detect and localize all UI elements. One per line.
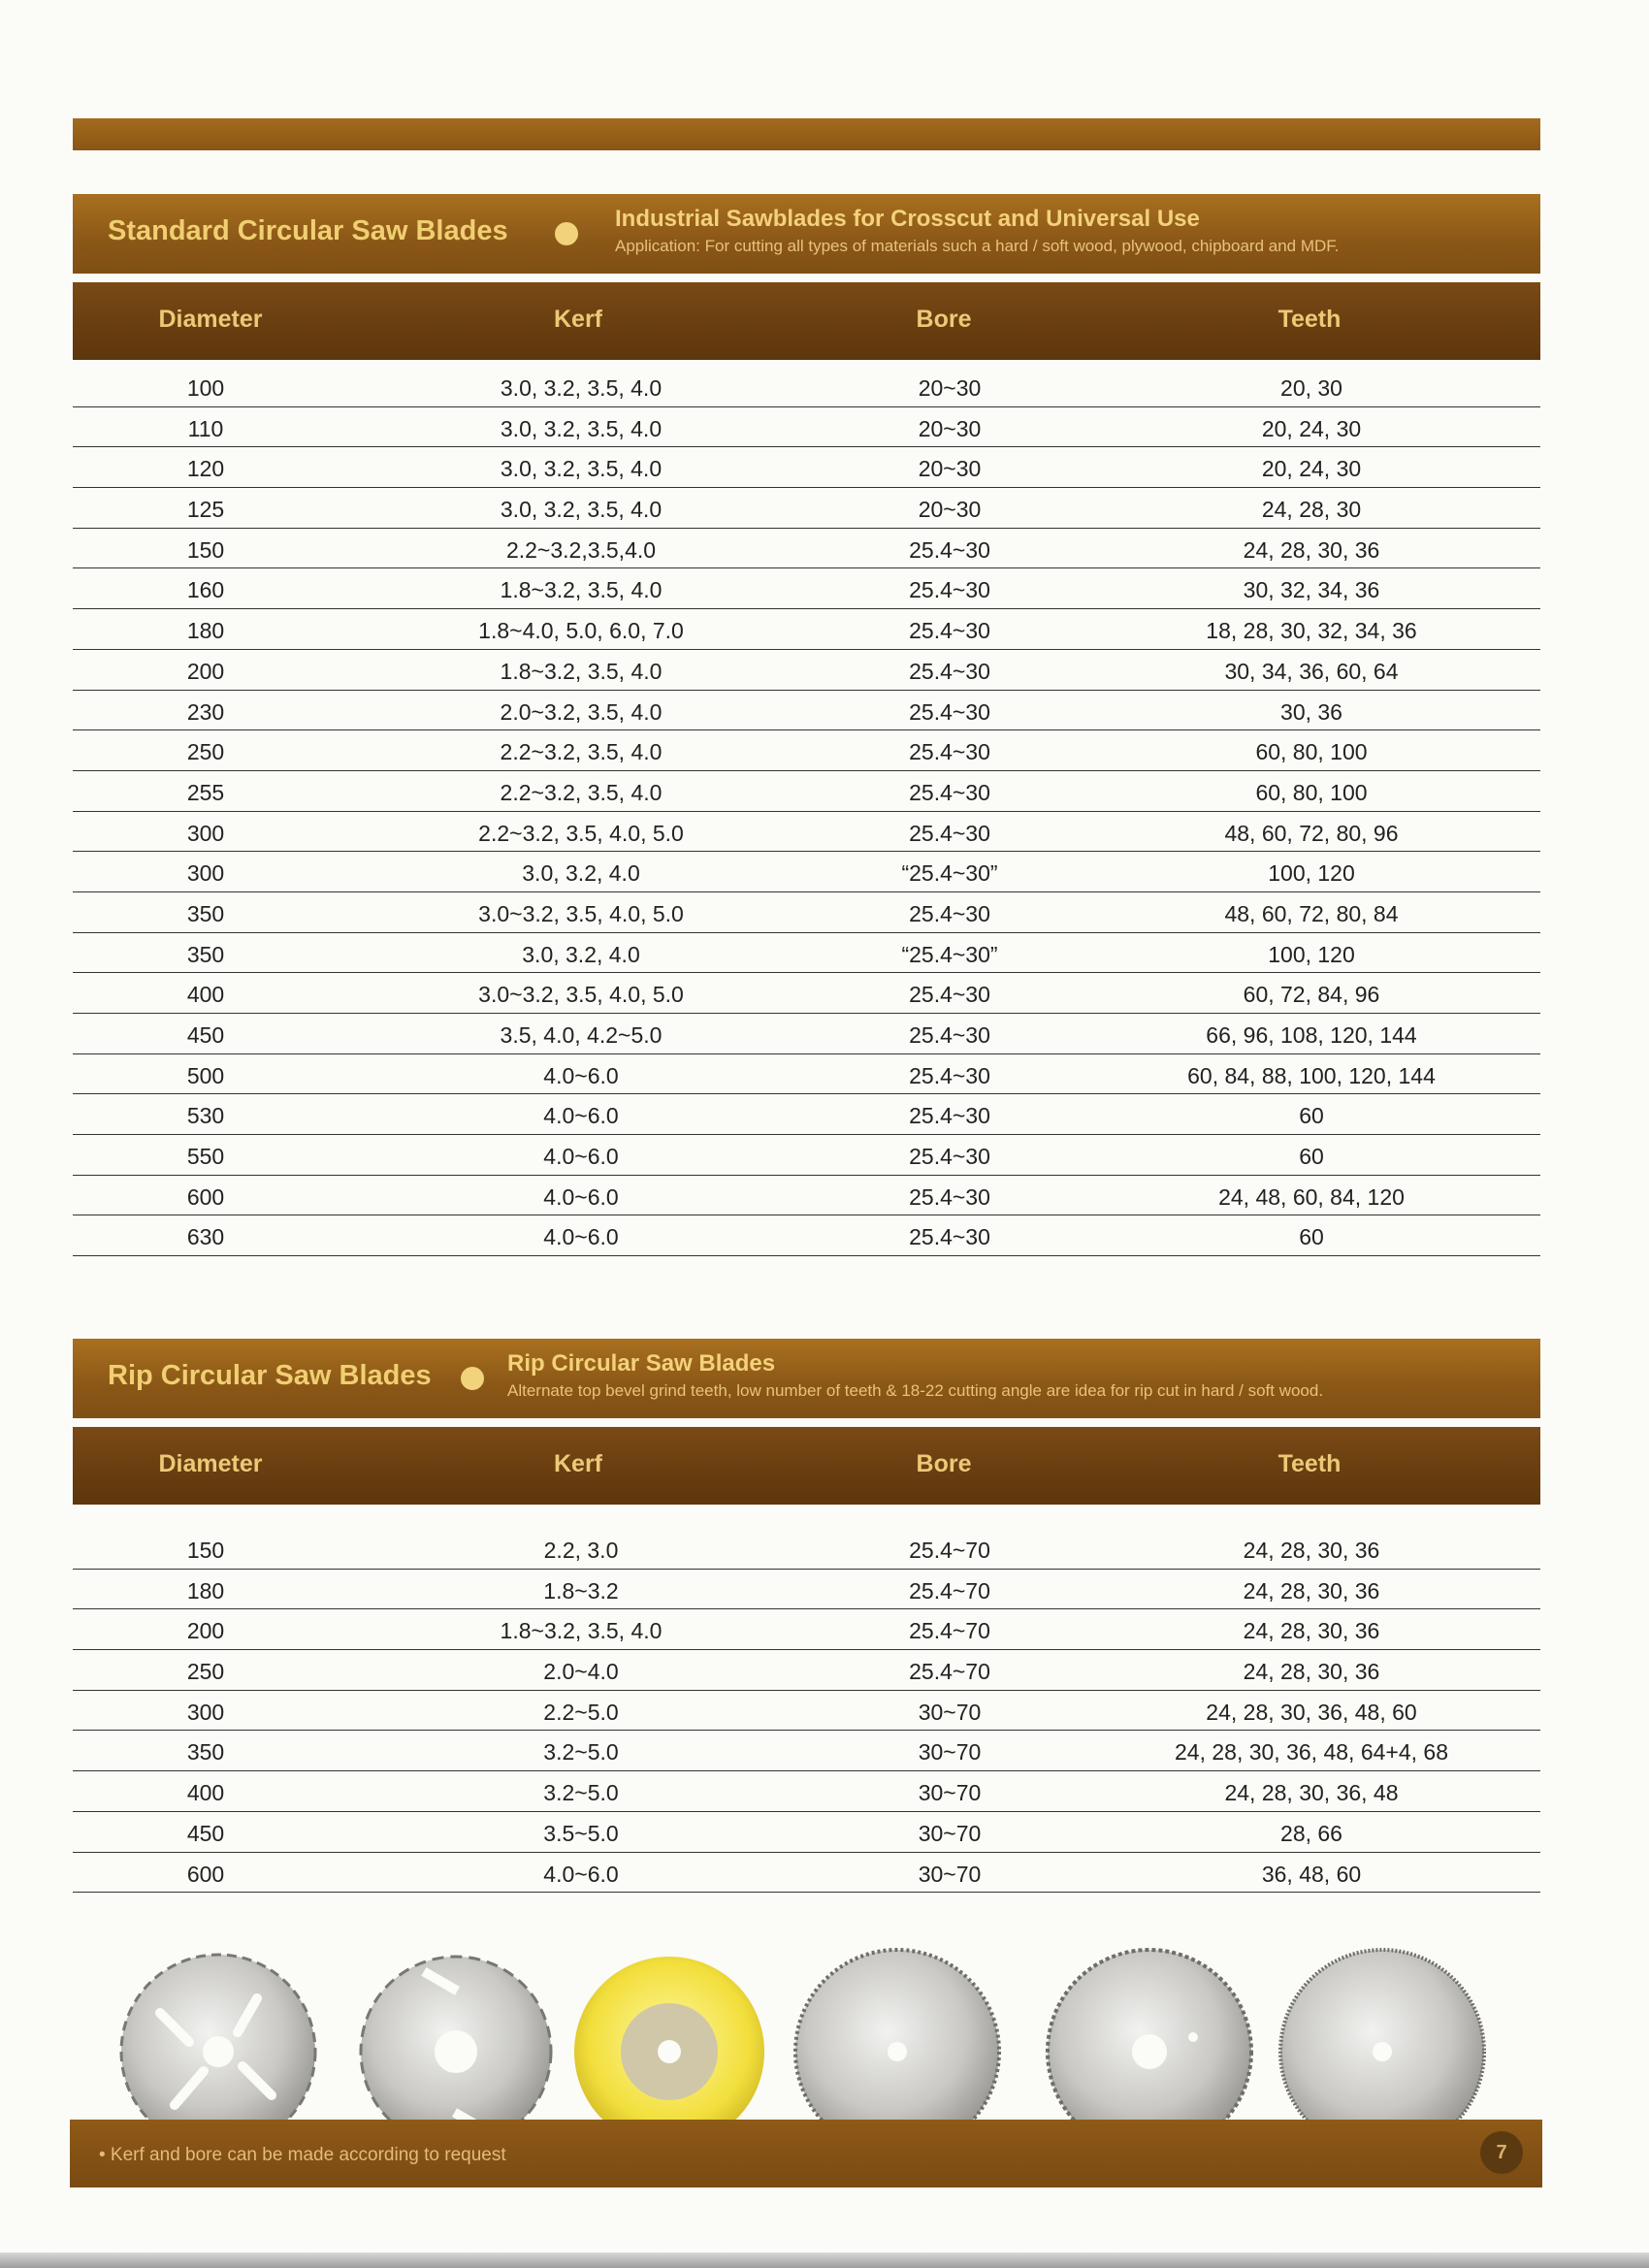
cell-diameter: 250 [186, 739, 225, 765]
cell-diameter: 160 [186, 577, 225, 603]
section-description: Application: For cutting all types of materials such a hard / soft wood, plywood, chipboard and MDF. [615, 237, 1340, 255]
cell-kerf: 3.0, 3.2, 3.5, 4.0 [500, 497, 663, 523]
column-header-diameter: Diameter [158, 306, 263, 333]
cell-diameter: 600 [186, 1861, 225, 1887]
cell-diameter: 150 [186, 536, 225, 563]
table-row [73, 1691, 1540, 1732]
cell-diameter: 200 [186, 658, 225, 684]
cell-diameter: 630 [186, 1224, 225, 1250]
cell-kerf: 2.2~5.0 [543, 1699, 619, 1725]
cell-kerf: 3.0, 3.2, 4.0 [522, 860, 640, 887]
cell-bore: 25.4~30 [909, 779, 990, 805]
cell-diameter: 530 [186, 1103, 225, 1129]
table-body-standard [73, 367, 1540, 1256]
section-header-standard [73, 194, 1540, 274]
cell-kerf: 4.0~6.0 [543, 1183, 619, 1210]
cell-diameter: 600 [186, 1183, 225, 1210]
table-row [73, 1853, 1540, 1894]
section-subtitle: Industrial Sawblades for Crosscut and Universal Use [615, 206, 1200, 232]
cell-kerf: 1.8~3.2, 3.5, 4.0 [500, 658, 663, 684]
cell-kerf: 2.2~3.2, 3.5, 4.0 [500, 739, 663, 765]
cell-teeth: 60, 80, 100 [1255, 779, 1368, 805]
cell-bore: 30~70 [918, 1820, 982, 1846]
scan-edge [0, 2252, 1649, 2268]
cell-teeth: 24, 28, 30, 36, 48, 60 [1206, 1699, 1417, 1725]
cell-teeth: 20, 30 [1280, 375, 1342, 401]
cell-bore: 25.4~30 [909, 618, 990, 644]
cell-diameter: 300 [186, 860, 225, 887]
column-header-teeth: Teeth [1277, 306, 1342, 333]
cell-teeth: 100, 120 [1268, 860, 1355, 887]
table-row [73, 1812, 1540, 1853]
cell-kerf: 2.2~3.2, 3.5, 4.0 [500, 779, 663, 805]
cell-diameter: 255 [186, 779, 225, 805]
cell-bore: 25.4~30 [909, 1224, 990, 1250]
cell-bore: 30~70 [918, 1739, 982, 1766]
cell-teeth: 24, 28, 30, 36 [1243, 1538, 1380, 1563]
cell-kerf: 2.2, 3.0 [543, 1538, 619, 1563]
table-row [73, 1609, 1540, 1650]
table-row [73, 933, 1540, 974]
column-header-teeth: Teeth [1277, 1450, 1342, 1477]
cell-kerf: 3.0~3.2, 3.5, 4.0, 5.0 [478, 982, 684, 1008]
cell-bore: 25.4~70 [909, 1577, 990, 1604]
section-subtitle: Rip Circular Saw Blades [507, 1350, 776, 1377]
cell-teeth: 24, 28, 30, 36 [1243, 536, 1380, 563]
table-row [73, 529, 1540, 569]
cell-kerf: 3.5, 4.0, 4.2~5.0 [500, 1022, 663, 1048]
table-header-rip [73, 1427, 1540, 1505]
cell-diameter: 180 [186, 618, 225, 644]
cell-teeth: 24, 28, 30, 36 [1243, 1618, 1380, 1644]
cell-diameter: 350 [186, 941, 225, 967]
cell-diameter: 125 [186, 497, 225, 523]
table-row [73, 771, 1540, 812]
cell-diameter: 450 [186, 1820, 225, 1846]
cell-diameter: 180 [186, 1577, 225, 1604]
blade-5 [1048, 1950, 1251, 2139]
cell-kerf: 2.2~3.2, 3.5, 4.0, 5.0 [478, 820, 684, 846]
table-row [73, 973, 1540, 1014]
blade-6 [1280, 1950, 1484, 2139]
cell-kerf: 1.8~3.2, 3.5, 4.0 [500, 1618, 663, 1644]
table-row [73, 1570, 1540, 1610]
table-row [73, 892, 1540, 933]
cell-teeth: 24, 48, 60, 84, 120 [1218, 1183, 1405, 1210]
cell-bore: 25.4~30 [909, 982, 990, 1008]
cell-diameter: 350 [186, 900, 225, 926]
cell-bore: 25.4~30 [909, 1144, 990, 1170]
cell-diameter: 110 [187, 415, 224, 441]
cell-kerf: 3.0, 3.2, 3.5, 4.0 [500, 375, 663, 401]
section-description: Alternate top bevel grind teeth, low number of teeth & 18-22 cutting angle are idea for rip cut in hard / soft wood. [507, 1381, 1324, 1400]
table-row [73, 1176, 1540, 1216]
cell-teeth: 24, 28, 30, 36, 48 [1224, 1780, 1399, 1806]
bullet-dot-icon [461, 1367, 484, 1390]
cell-teeth: 18, 28, 30, 32, 34, 36 [1206, 618, 1417, 644]
saw-blade-illustrations [112, 1945, 1518, 2139]
cell-teeth: 24, 28, 30, 36 [1243, 1659, 1380, 1685]
cell-bore: 20~30 [918, 415, 982, 441]
cell-teeth: 24, 28, 30, 36 [1243, 1577, 1380, 1604]
table-row [73, 1014, 1540, 1054]
cell-teeth: 24, 28, 30, 36, 48, 64+4, 68 [1175, 1739, 1448, 1766]
cell-kerf: 2.2~3.2,3.5,4.0 [505, 536, 657, 563]
cell-bore: 30~70 [918, 1699, 982, 1725]
product-photos [112, 1945, 1518, 2139]
table-row [73, 1094, 1540, 1135]
cell-bore: 25.4~30 [909, 1022, 990, 1048]
cell-teeth: 24, 28, 30 [1261, 497, 1362, 523]
cell-bore: 20~30 [918, 497, 982, 523]
cell-teeth: 60, 84, 88, 100, 120, 144 [1187, 1062, 1436, 1088]
cell-bore: 25.4~30 [909, 1062, 990, 1088]
column-header-kerf: Kerf [553, 1450, 603, 1477]
cell-bore: 25.4~30 [909, 658, 990, 684]
column-header-diameter: Diameter [158, 1450, 263, 1477]
cell-bore: 25.4~30 [909, 900, 990, 926]
cell-kerf: 3.0, 3.2, 3.5, 4.0 [500, 415, 663, 441]
page-number: 7 [1480, 2131, 1523, 2174]
cell-diameter: 250 [186, 1659, 225, 1685]
cell-bore: 25.4~30 [909, 698, 990, 725]
blade-4 [795, 1950, 999, 2139]
cell-diameter: 400 [186, 982, 225, 1008]
cell-bore: 25.4~70 [909, 1538, 990, 1563]
table-row [73, 852, 1540, 892]
section-title: Standard Circular Saw Blades [108, 215, 508, 246]
table-row [73, 1771, 1540, 1812]
cell-kerf: 4.0~6.0 [543, 1062, 619, 1088]
cell-diameter: 300 [186, 820, 225, 846]
cell-diameter: 230 [186, 698, 225, 725]
table-row [73, 812, 1540, 853]
cell-kerf: 4.0~6.0 [543, 1144, 619, 1170]
cell-kerf: 1.8~3.2 [543, 1577, 619, 1604]
column-header-bore: Bore [916, 1450, 972, 1477]
cell-bore: 25.4~30 [909, 536, 990, 563]
cell-bore: 20~30 [918, 456, 982, 482]
blade-3 [574, 1957, 764, 2139]
table-row [73, 407, 1540, 448]
cell-bore: 30~70 [918, 1780, 982, 1806]
cell-teeth: 66, 96, 108, 120, 144 [1206, 1022, 1417, 1048]
cell-kerf: 4.0~6.0 [543, 1224, 619, 1250]
cell-kerf: 3.0~3.2, 3.5, 4.0, 5.0 [478, 900, 684, 926]
cell-kerf: 4.0~6.0 [543, 1861, 619, 1887]
table-row [73, 568, 1540, 609]
table-row [73, 1215, 1540, 1256]
cell-diameter: 100 [186, 375, 225, 401]
section-title: Rip Circular Saw Blades [108, 1360, 432, 1391]
cell-diameter: 500 [186, 1062, 225, 1088]
cell-teeth: 60 [1299, 1103, 1324, 1129]
top-decorative-bar [73, 118, 1540, 150]
cell-teeth: 30, 34, 36, 60, 64 [1224, 658, 1399, 684]
table-row [73, 650, 1540, 691]
cell-kerf: 1.8~4.0, 5.0, 6.0, 7.0 [478, 618, 684, 644]
table-row [73, 488, 1540, 529]
cell-teeth: 30, 32, 34, 36 [1243, 577, 1380, 603]
section-header-rip [73, 1339, 1540, 1418]
cell-diameter: 350 [186, 1739, 225, 1766]
cell-diameter: 200 [186, 1618, 225, 1644]
blade-1 [121, 1955, 315, 2139]
cell-kerf: 2.0~3.2, 3.5, 4.0 [500, 698, 663, 725]
cell-kerf: 3.2~5.0 [543, 1739, 619, 1766]
table-row [73, 1731, 1540, 1771]
cell-kerf: 4.0~6.0 [543, 1103, 619, 1129]
cell-teeth: 30, 36 [1280, 698, 1342, 725]
cell-teeth: 100, 120 [1268, 941, 1355, 967]
table-row [73, 730, 1540, 771]
cell-teeth: 48, 60, 72, 80, 84 [1224, 900, 1399, 926]
cell-bore: 25.4~30 [909, 739, 990, 765]
cell-bore: 25.4~30 [909, 1183, 990, 1210]
cell-bore: 30~70 [918, 1861, 982, 1887]
cell-bore: 25.4~70 [909, 1618, 990, 1644]
table-row [73, 1135, 1540, 1176]
table-row [73, 367, 1540, 407]
table-row [73, 1650, 1540, 1691]
cell-kerf: 3.2~5.0 [543, 1780, 619, 1806]
cell-diameter: 150 [186, 1538, 225, 1563]
column-header-kerf: Kerf [553, 306, 603, 333]
cell-diameter: 450 [186, 1022, 225, 1048]
cell-teeth: 60 [1299, 1224, 1324, 1250]
cell-teeth: 48, 60, 72, 80, 96 [1224, 820, 1399, 846]
bullet-dot-icon [555, 222, 578, 245]
footer-note: • Kerf and bore can be made according to request [99, 2145, 506, 2165]
table-row [73, 447, 1540, 488]
cell-bore: “25.4~30” [901, 941, 998, 967]
cell-kerf: 3.0, 3.2, 4.0 [522, 941, 640, 967]
cell-teeth: 36, 48, 60 [1261, 1861, 1362, 1887]
cell-diameter: 400 [186, 1780, 225, 1806]
column-header-bore: Bore [916, 306, 972, 333]
cell-kerf: 3.0, 3.2, 3.5, 4.0 [500, 456, 663, 482]
cell-bore: 25.4~30 [909, 820, 990, 846]
cell-bore: “25.4~30” [901, 860, 998, 887]
blade-2 [361, 1957, 551, 2139]
table-row [73, 691, 1540, 731]
table-row [73, 609, 1540, 650]
cell-bore: 25.4~30 [909, 577, 990, 603]
table-row [73, 1054, 1540, 1095]
table-row [73, 1529, 1540, 1570]
cell-diameter: 120 [186, 456, 225, 482]
cell-teeth: 20, 24, 30 [1261, 415, 1362, 441]
cell-teeth: 60, 80, 100 [1255, 739, 1368, 765]
cell-bore: 20~30 [918, 375, 982, 401]
table-body-rip [73, 1529, 1540, 1893]
cell-kerf: 2.0~4.0 [543, 1659, 619, 1685]
cell-kerf: 3.5~5.0 [543, 1820, 619, 1846]
cell-bore: 25.4~70 [909, 1659, 990, 1685]
cell-teeth: 60 [1299, 1144, 1324, 1170]
cell-kerf: 1.8~3.2, 3.5, 4.0 [500, 577, 663, 603]
cell-diameter: 300 [186, 1699, 225, 1725]
cell-teeth: 60, 72, 84, 96 [1243, 982, 1380, 1008]
cell-teeth: 20, 24, 30 [1261, 456, 1362, 482]
cell-diameter: 550 [186, 1144, 225, 1170]
cell-bore: 25.4~30 [909, 1103, 990, 1129]
cell-teeth: 28, 66 [1280, 1820, 1342, 1846]
table-header-standard [73, 282, 1540, 360]
footer-bar [70, 2120, 1542, 2187]
